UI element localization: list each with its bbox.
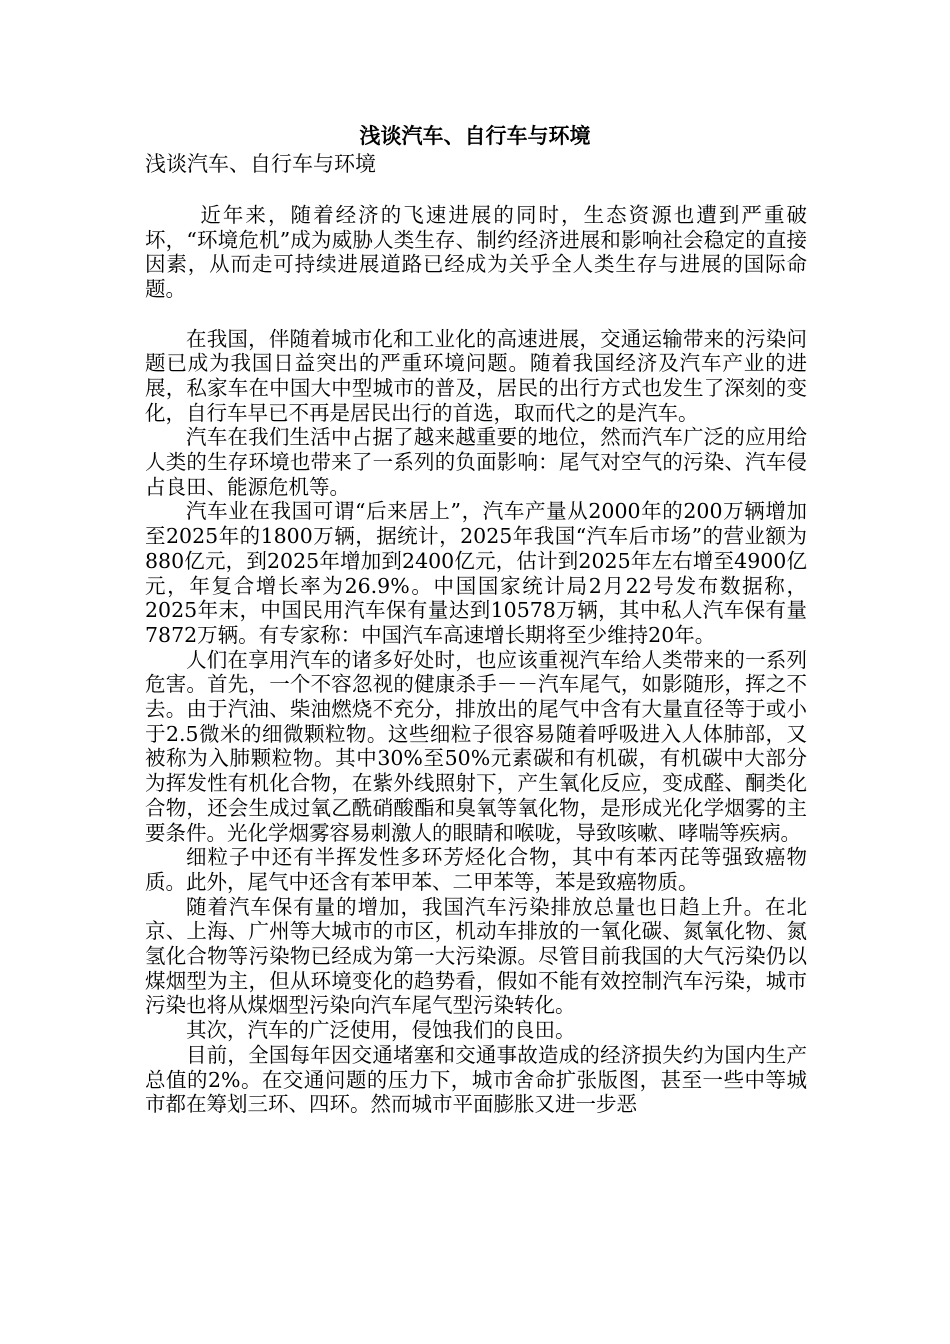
document-body	[145, 203, 807, 1117]
paragraph-7: 随着汽车保有量的增加，我国汽车污染排放总量也日趋上升。在北京、上海、广州等大城市的市区，机动车排放的一氧化碳、氮氧化物、氮氢化合物等污染物已经成为第一大污染源。尽管目前我国的大气污染仍以煤烟型为主，但从环境变化的趋势看，假如不能有效控制汽车污染，城市污染也将从煤烟型污染向汽车尾气型污染转化。	[145, 894, 807, 1018]
paragraph-spacer	[145, 302, 807, 327]
document-title: 浅谈汽车、自行车与环境	[359, 123, 591, 148]
paragraph-6: 细粒子中还有半挥发性多环芳烃化合物，其中有苯丙芘等强致癌物质。此外，尾气中还含有苯甲苯、二甲苯等，苯是致癌物质。	[145, 845, 807, 894]
paragraph-3: 汽车在我们生活中占据了越来越重要的地位，然而汽车广泛的应用给人类的生存环境也带来了一系列的负面影响：尾气对空气的污染、汽车侵占良田、能源危机等。	[145, 425, 807, 499]
paragraph-2: 在我国，伴随着城市化和工业化的高速进展，交通运输带来的污染问题已成为我国日益突出的严重环境问题。随着我国经济及汽车产业的进展，私家车在中国大中型城市的普及，居民的出行方式也发生了深刻的变化，自行车早已不再是居民出行的首选，取而代之的是汽车。	[145, 326, 807, 425]
paragraph-8: 其次，汽车的广泛使用，侵蚀我们的良田。	[186, 1018, 576, 1043]
paragraph-5: 人们在享用汽车的诸多好处时，也应该重视汽车给人类带来的一系列危害。首先，一个不容忽视的健康杀手－－汽车尾气，如影随形，挥之不去。由于汽油、柴油燃烧不充分，排放出的尾气中含有大量直径等于或小于2.5微米的细微颗粒物。这些细粒子很容易随着呼吸进入人体肺部，又被称为入肺颗粒物。其中30%至50%元素碳和有机碳，有机碳中大部分为挥发性有机化合物，在紫外线照射下，产生氧化反应，变成醛、酮类化合物，还会生成过氧乙酰硝酸酯和臭氧等氧化物，是形成光化学烟雾的主要条件。光化学烟雾容易刺激人的眼睛和喉咙，导致咳嗽、哮喘等疾病。	[145, 647, 807, 845]
paragraph-4: 汽车业在我国可谓“后来居上”，汽车产量从2000年的200万辆增加至2025年的1800万辆，据统计，2025年我国“汽车后市场”的营业额为880亿元，到2025年增加到2400亿元，估计到2025年左右增至4900亿元，年复合增长率为26.9%。中国国家统计局2月22号发布数据称，2025年末，中国民用汽车保有量达到10578万辆，其中私人汽车保有量7872万辆。有专家称：中国汽车高速增长期将至少维持20年。	[145, 499, 807, 647]
paragraph-9: 目前，全国每年因交通堵塞和交通事故造成的经济损失约为国内生产总值的2%。在交通问题的压力下，城市舍命扩张版图，甚至一些中等城市都在筹划三环、四环。然而城市平面膨胀又进一步恶	[145, 1042, 807, 1117]
paragraph-1: 近年来，随着经济的飞速进展的同时，生态资源也遭到严重破坏，“环境危机”成为威胁人类生存、制约经济进展和影响社会稳定的直接因素，从而走可持续进展道路已经成为关乎全人类生存与进展的国际命题。	[145, 203, 807, 302]
document-subtitle: 浅谈汽车、自行车与环境	[145, 152, 376, 176]
